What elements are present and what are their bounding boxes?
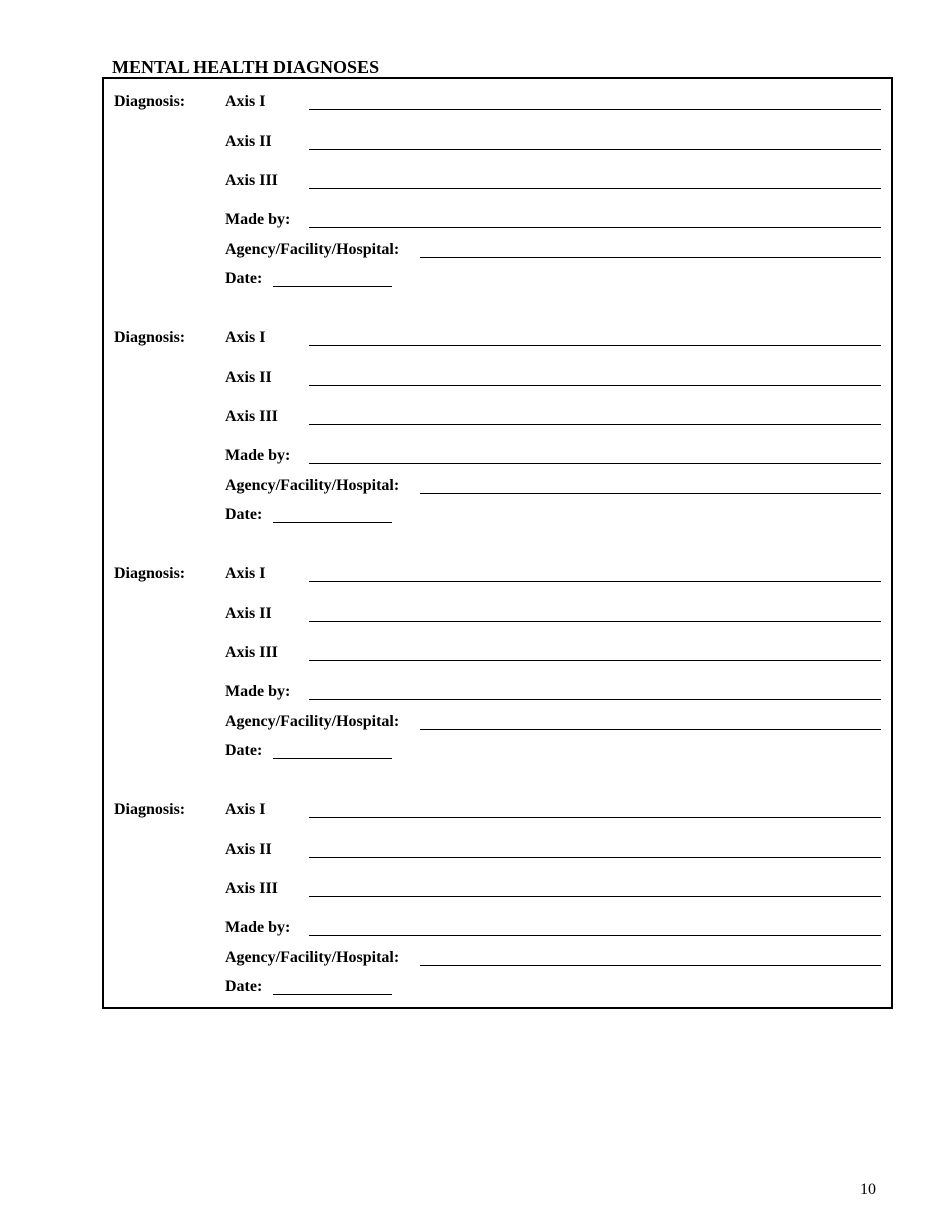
made-by-label: Made by: [225, 919, 291, 936]
axis-1-line[interactable] [309, 581, 881, 582]
diagnosis-block-1 [104, 79, 891, 309]
made-by-line[interactable] [309, 227, 881, 228]
axis-1-line[interactable] [309, 109, 881, 110]
diagnosis-block-3 [104, 551, 891, 781]
date-line[interactable] [273, 286, 392, 287]
date-line[interactable] [273, 994, 392, 995]
axis-3-label: Axis III [225, 644, 278, 661]
axis-2-label: Axis II [225, 605, 272, 622]
made-by-label: Made by: [225, 211, 291, 228]
axis-2-label: Axis II [225, 133, 272, 150]
axis-2-label: Axis II [225, 369, 272, 386]
agency-label: Agency/Facility/Hospital: [225, 713, 400, 730]
made-by-label: Made by: [225, 447, 291, 464]
agency-line[interactable] [420, 257, 881, 258]
diagnosis-block-4 [104, 787, 891, 1017]
agency-line[interactable] [420, 729, 881, 730]
diagnosis-label: Diagnosis: [114, 329, 186, 346]
made-by-line[interactable] [309, 935, 881, 936]
diagnoses-form [102, 77, 893, 1009]
made-by-line[interactable] [309, 463, 881, 464]
diagnosis-block-2 [104, 315, 891, 545]
agency-line[interactable] [420, 965, 881, 966]
agency-label: Agency/Facility/Hospital: [225, 949, 400, 966]
axis-2-line[interactable] [309, 149, 881, 150]
made-by-line[interactable] [309, 699, 881, 700]
date-label: Date: [225, 978, 263, 995]
made-by-label: Made by: [225, 683, 291, 700]
axis-3-line[interactable] [309, 424, 881, 425]
axis-1-label: Axis I [225, 565, 266, 582]
axis-1-line[interactable] [309, 817, 881, 818]
axis-3-line[interactable] [309, 660, 881, 661]
axis-1-line[interactable] [309, 345, 881, 346]
axis-1-label: Axis I [225, 801, 266, 818]
page-title: MENTAL HEALTH DIAGNOSES [112, 57, 380, 77]
date-label: Date: [225, 506, 263, 523]
date-label: Date: [225, 270, 263, 287]
axis-3-label: Axis III [225, 172, 278, 189]
axis-3-label: Axis III [225, 880, 278, 897]
agency-label: Agency/Facility/Hospital: [225, 241, 400, 258]
date-label: Date: [225, 742, 263, 759]
axis-2-line[interactable] [309, 621, 881, 622]
agency-line[interactable] [420, 493, 881, 494]
axis-2-line[interactable] [309, 857, 881, 858]
page-number: 10 [860, 1181, 876, 1198]
diagnosis-label: Diagnosis: [114, 93, 186, 110]
axis-1-label: Axis I [225, 93, 266, 110]
agency-label: Agency/Facility/Hospital: [225, 477, 400, 494]
diagnosis-label: Diagnosis: [114, 801, 186, 818]
axis-3-line[interactable] [309, 188, 881, 189]
axis-2-line[interactable] [309, 385, 881, 386]
axis-3-label: Axis III [225, 408, 278, 425]
date-line[interactable] [273, 758, 392, 759]
axis-1-label: Axis I [225, 329, 266, 346]
diagnosis-label: Diagnosis: [114, 565, 186, 582]
date-line[interactable] [273, 522, 392, 523]
axis-2-label: Axis II [225, 841, 272, 858]
axis-3-line[interactable] [309, 896, 881, 897]
